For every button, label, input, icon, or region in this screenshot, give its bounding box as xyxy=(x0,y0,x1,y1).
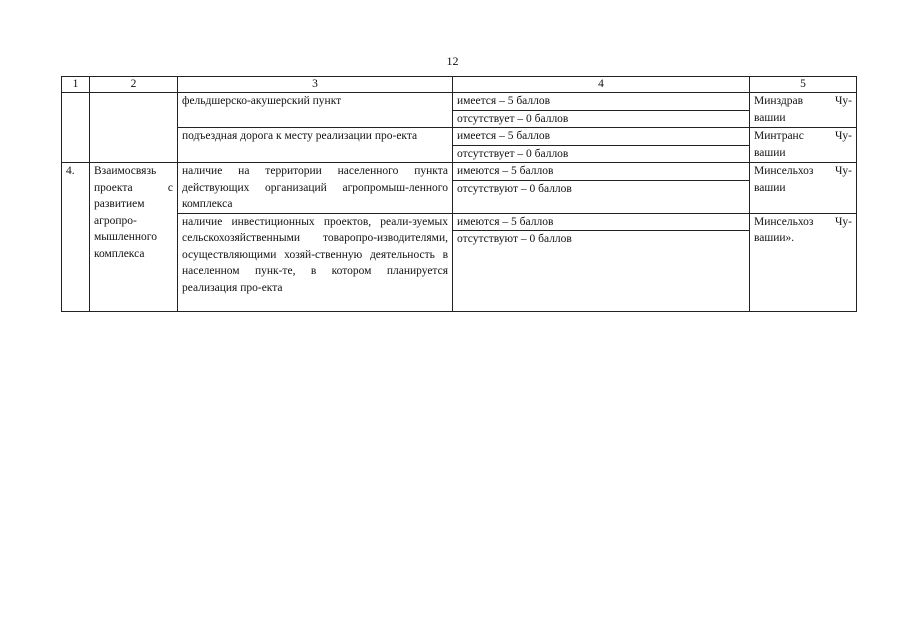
source-cell xyxy=(750,93,857,128)
source-text: Чу- xyxy=(834,130,852,142)
source-cell: Минсельхоз Чу-вашии». xyxy=(750,213,857,312)
option-cell: имеются – 5 баллов xyxy=(453,213,750,231)
criteria-table xyxy=(61,76,857,312)
option-cell: имеется – 5 баллов xyxy=(453,93,750,111)
column-number: 4 xyxy=(453,77,750,93)
option-cell: отсутствуют – 0 баллов xyxy=(453,231,750,312)
source-text: Минтранс xyxy=(754,130,804,142)
criterion-cell: фельдшерско-акушерский пункт xyxy=(178,93,453,128)
criterion-cell: подъездная дорога к месту реализации про-екта xyxy=(178,128,453,163)
source-cell xyxy=(750,128,857,163)
page-number: 12 xyxy=(446,54,459,68)
empty-cell xyxy=(62,93,90,163)
table-row xyxy=(62,213,857,231)
criterion-group-name: Взаимосвязь проекта с развитием агропро-мышленного комплекса xyxy=(90,163,178,312)
option-cell: имеются – 5 баллов xyxy=(453,163,750,181)
option-cell: отсутствует – 0 баллов xyxy=(453,110,750,128)
empty-cell xyxy=(90,93,178,163)
option-cell: имеется – 5 баллов xyxy=(453,128,750,146)
table-row xyxy=(62,128,857,146)
column-number: 3 xyxy=(178,77,453,93)
source-text: вашии xyxy=(754,111,786,124)
option-cell: отсутствуют – 0 баллов xyxy=(453,180,750,213)
column-number: 5 xyxy=(750,77,857,93)
item-number: 4. xyxy=(62,163,90,312)
source-text: вашии xyxy=(754,146,786,159)
option-cell: отсутствует – 0 баллов xyxy=(453,145,750,163)
criterion-cell: наличие инвестиционных проектов, реали-зуемых сельскохозяйственными товаропро-изводителями, осуществляющими хозяй-ственную деятельность в населенном пунк-те, в котором планируется реализация про-екта xyxy=(178,213,453,312)
column-number-row xyxy=(62,77,857,93)
source-text: Чу- xyxy=(834,95,852,107)
column-number: 2 xyxy=(90,77,178,93)
column-number: 1 xyxy=(62,77,90,93)
source-text: Минздрав xyxy=(754,95,804,107)
source-cell: Минсельхоз Чу-вашии xyxy=(750,163,857,214)
table-row xyxy=(62,163,857,181)
table-row xyxy=(62,93,857,111)
criterion-cell: наличие на территории населенного пункта действующих организаций агропромыш-ленного комплекса xyxy=(178,163,453,214)
